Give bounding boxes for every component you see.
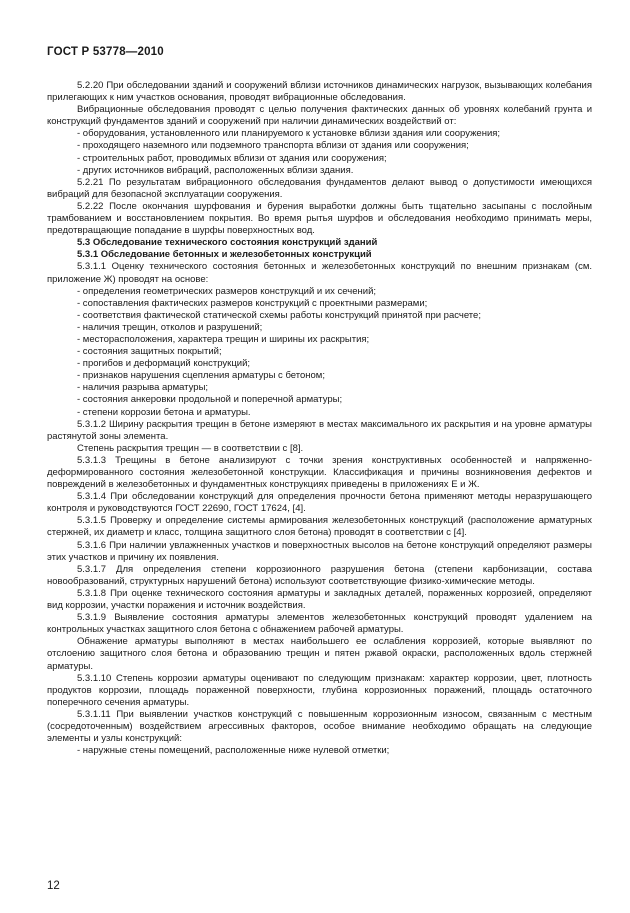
list-item: - соответствия фактической статической схемы работы конструкций принятой при расчете; [77,309,481,321]
list-item: - состояния анкеровки продольной и поперечной арматуры; [77,394,343,406]
paragraph: Степень раскрытия трещин — в соответствии с [8]. [77,442,304,454]
list-item: - месторасположения, характера трещин и ширины их раскрытия; [77,333,370,345]
paragraph: 5.3.1.11 При выявлении участков конструкций с повышенным коррозионным износом, связанным с местным (сосредоточенным) воздействием агрессивных факторов, особое внимание необходимо обращать на следующие элементы и узлы конструкций: [47,708,592,745]
list-item: - других источников вибраций, расположенных вблизи здания. [77,164,354,176]
paragraph: 5.3.1.6 При наличии увлажненных участков и поверхностных высолов на бетоне конструкций определяют размеры этих участков и причину их появления. [47,539,592,563]
paragraph: 5.3.1.3 Трещины в бетоне анализируют с точки зрения конструктивных особенностей и напряженно-деформированного состояния железобетонной конструкции. Классификация и причины возникновения дефектов и повреждений в железобетонных и фундаментных конструкциях приведены в приложениях Е и Ж. [47,454,592,491]
list-item: - наличия разрыва арматуры; [77,382,209,394]
list-item: - состояния защитных покрытий; [77,346,222,358]
section-heading: 5.3.1 Обследование бетонных и железобетонных конструкций [77,249,372,261]
paragraph: 5.3.1.10 Степень коррозии арматуры оценивают по следующим признакам: характер коррозии, цвет, плотность продуктов коррозии, площадь пораженной поверхности, глубина коррозионных поражений, площадь остаточного поперечного сечения арматуры. [47,672,592,708]
paragraph: 5.3.1.1 Оценку технического состояния бетонных и железобетонных конструкций по внешним признакам (см. приложение Ж) проводят на основе: [47,261,592,285]
paragraph: 5.3.1.8 При оценке технического состояния арматуры и закладных деталей, пораженных коррозией, определяют вид коррозии, участки поражения и источник воздействия. [47,587,592,612]
paragraph: 5.3.1.5 Проверку и определение системы армирования железобетонных конструкций (расположение арматурных стержней, их диаметр и класс, толщина защитного слоя бетона) проводят в соответствии с [4]. [47,515,592,539]
paragraph: 5.3.1.9 Выявление состояния арматуры элементов железобетонных конструкций проводят удалением на контрольных участках защитного слоя бетона с обнажением рабочей арматуры. [47,612,592,636]
list-item: - степени коррозии бетона и арматуры. [77,406,251,418]
paragraph: 5.3.1.7 Для определения степени коррозионного разрушения бетона (степени карбонизации, состава новообразований, структурных нарушений бетона) используют соответствующие физико-химические методы. [47,563,592,587]
paragraph: Вибрационные обследования проводят с целью получения фактических данных об уровнях колебаний грунта и конструкций фундаментов зданий и сооружений при наличии динамических воздействий от: [47,104,592,128]
document-header: ГОСТ Р 53778—2010 [47,46,164,58]
paragraph: 5.2.20 При обследовании зданий и сооружений вблизи источников динамических нагрузок, вызывающих колебания прилегающих к ним участков основания, проводят вибрационные обследования. [47,80,592,104]
paragraph: 5.3.1.2 Ширину раскрытия трещин в бетоне измеряют в местах максимального их раскрытия и на уровне арматуры растянутой зоны элемента. [47,418,592,442]
page-number: 12 [47,880,60,892]
list-item: - признаков нарушения сцепления арматуры с бетоном; [77,370,325,382]
paragraph: Обнажение арматуры выполняют в местах наибольшего ее ослабления коррозией, которые выявляют по отслоению защитного слоя бетона и образованию трещин и пятен ржавой окраски, расположенных вдоль стержней арматуры. [47,636,592,672]
list-item: - определения геометрических размеров конструкций и их сечений; [77,285,377,297]
paragraph: 5.2.22 После окончания шурфования и бурения выработки должны быть тщательно засыпаны с послойным трамбованием и восстановлением покрытия. Во время рытья шурфов и обследования необходимо принимать меры, предотвращающие попадание в шурфы поверхностных вод. [47,200,592,237]
document-body [47,80,592,757]
list-item: - оборудования, установленного или планируемого к установке вблизи здания или сооружения; [77,128,501,140]
section-heading: 5.3 Обследование технического состояния конструкций зданий [77,237,378,249]
list-item: - строительных работ, проводимых вблизи от здания или сооружения; [77,152,387,164]
list-item: - наружные стены помещений, расположенные ниже нулевой отметки; [77,745,390,757]
list-item: - наличия трещин, отколов и разрушений; [77,321,263,333]
paragraph: 5.2.21 По результатам вибрационного обследования фундаментов делают вывод о допустимости имеющихся вибраций для безопасной эксплуатации сооружения. [47,176,592,200]
list-item: - сопоставления фактических размеров конструкций с проектными размерами; [77,297,428,309]
paragraph: 5.3.1.4 При обследовании конструкций для определения прочности бетона применяют методы неразрушающего контроля и руководствуются ГОСТ 22690, ГОСТ 17624, [4]. [47,491,592,515]
list-item: - прогибов и деформаций конструкций; [77,358,251,370]
list-item: - проходящего наземного или подземного транспорта вблизи от здания или сооружения; [77,140,469,152]
